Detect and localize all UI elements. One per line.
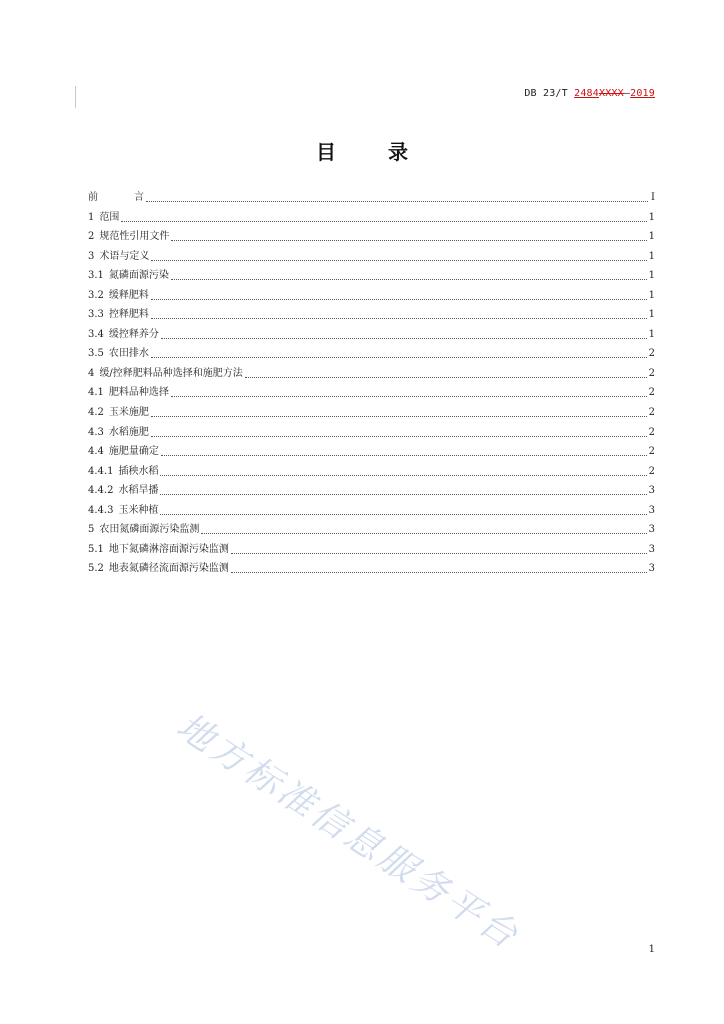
toc-entry[interactable] [88, 540, 655, 560]
toc-entry-title: 玉米施肥 [108, 407, 149, 419]
toc-entry-number: 3.1 [88, 270, 104, 282]
toc-entry[interactable] [88, 188, 655, 208]
toc-entry-number: 3.3 [88, 309, 104, 321]
toc-entry[interactable] [88, 520, 655, 540]
toc-dot-leader [171, 230, 646, 241]
title-part-1: 目 [316, 140, 336, 164]
toc-entry-page: 2 [648, 367, 655, 379]
toc-dot-leader [151, 347, 647, 358]
toc-entry[interactable] [88, 383, 655, 403]
toc-dot-leader [151, 289, 647, 300]
header-dash: — [623, 88, 631, 99]
toc-entry-title: 施肥量确定 [108, 446, 159, 458]
toc-entry-title: 言 [134, 192, 144, 203]
toc-entry-page: 1 [648, 270, 655, 282]
toc-entry[interactable] [88, 247, 655, 267]
toc-entry-page: 3 [648, 524, 655, 536]
toc-dot-leader [160, 484, 646, 495]
toc-dot-leader [171, 269, 647, 280]
toc-dot-leader [171, 386, 647, 397]
toc-entry-number: 3.5 [88, 348, 104, 360]
page-number: 1 [648, 944, 655, 955]
toc-entry[interactable] [88, 501, 655, 521]
toc-entry[interactable] [88, 325, 655, 345]
toc-entry-page: 1 [648, 211, 655, 223]
toc-entry-title: 玉米种植 [118, 504, 159, 516]
toc-entry-title: 术语与定义 [99, 250, 150, 262]
toc-entry-title: 缓控释养分 [108, 328, 159, 340]
toc-entry-page: 1 [648, 289, 655, 301]
toc-entry-title: 缓/控释肥料品种选择和施肥方法 [99, 367, 243, 379]
toc-entry-title: 控释肥料 [108, 309, 149, 321]
toc-entry-title: 水稻施肥 [108, 426, 149, 438]
toc-dot-leader [151, 406, 647, 417]
toc-entry-title: 范围 [99, 211, 120, 223]
toc-dot-leader [231, 562, 647, 573]
toc-entry[interactable] [88, 559, 655, 579]
toc-entry-title: 地下氮磷淋溶面源污染监测 [108, 543, 229, 555]
toc-entry-title: 水稻旱播 [118, 485, 159, 497]
toc-entry-page: 2 [648, 387, 655, 399]
toc-entry[interactable] [88, 403, 655, 423]
toc-entry-number: 5 [88, 524, 95, 536]
toc-entry-page: I [651, 192, 655, 203]
toc-entry[interactable] [88, 227, 655, 247]
toc-entry-title: 地表氮磷径流面源污染监测 [108, 563, 229, 575]
toc-dot-leader [160, 504, 646, 515]
toc-entry-number: 4.4 [88, 446, 104, 458]
toc-entry[interactable] [88, 462, 655, 482]
toc-dot-leader [146, 191, 648, 202]
toc-entry-title: 插秧水稻 [118, 465, 159, 477]
toc-dot-leader [121, 211, 646, 222]
toc-entry[interactable] [88, 481, 655, 501]
toc-entry-number: 3 [88, 250, 95, 262]
toc-entry-title: 农田排水 [108, 348, 149, 360]
toc-entry-page: 1 [648, 309, 655, 321]
toc-dot-leader [151, 250, 646, 261]
toc-entry-title: 缓释肥料 [108, 289, 149, 301]
toc-entry-number: 4 [88, 367, 95, 379]
toc-entry-number: 2 [88, 231, 95, 243]
toc-dot-leader [201, 523, 646, 534]
toc-entry-number: 4.3 [88, 426, 104, 438]
toc-entry-page: 2 [648, 446, 655, 458]
toc-dot-leader [161, 445, 647, 456]
toc-dot-leader [231, 543, 647, 554]
toc-dot-leader [151, 308, 647, 319]
toc-dot-leader [160, 465, 646, 476]
toc-entry-number: 4.1 [88, 387, 104, 399]
toc-entry-number: 3.4 [88, 328, 104, 340]
toc-entry-number: 5.2 [88, 563, 104, 575]
toc-entry-number: 5.1 [88, 543, 104, 555]
toc-entry-page: 2 [648, 348, 655, 360]
toc-entry[interactable] [88, 286, 655, 306]
header-year: 2019 [630, 88, 655, 99]
toc-entry-title: 氮磷面源污染 [108, 270, 169, 282]
header-deleted-text: XXXX [598, 88, 624, 99]
toc-entry[interactable] [88, 344, 655, 364]
toc-entry-page: 2 [648, 465, 655, 477]
toc-dot-leader [161, 328, 647, 339]
toc-entry-page: 3 [648, 543, 655, 555]
title-part-2: 录 [388, 140, 408, 164]
toc-entry-number: 前 [88, 192, 98, 203]
toc-entry[interactable] [88, 423, 655, 443]
toc-entry-page: 1 [648, 250, 655, 262]
toc-entry-page: 3 [648, 563, 655, 575]
toc-entry-page: 3 [648, 485, 655, 497]
toc-entry[interactable] [88, 305, 655, 325]
watermark: 地方标准信息服务平台 [169, 705, 528, 959]
toc-entry-number: 4.4.1 [88, 465, 114, 477]
toc-entry-number: 3.2 [88, 289, 104, 301]
toc-dot-leader [151, 426, 647, 437]
page-corner-mark [75, 86, 76, 108]
toc-entry-title: 肥料品种选择 [108, 387, 169, 399]
toc-entry-number: 1 [88, 211, 95, 223]
table-of-contents [88, 188, 655, 579]
toc-entry-number: 4.4.2 [88, 485, 114, 497]
header-new-number: 2484 [574, 88, 599, 99]
toc-entry-page: 2 [648, 407, 655, 419]
toc-entry[interactable] [88, 364, 655, 384]
toc-entry-number: 4.2 [88, 407, 104, 419]
document-code-header [524, 88, 655, 99]
header-prefix: DB 23/T [524, 88, 575, 99]
toc-entry[interactable] [88, 266, 655, 286]
toc-entry-page: 1 [648, 231, 655, 243]
toc-entry-number: 4.4.3 [88, 504, 114, 516]
toc-entry[interactable] [88, 208, 655, 228]
toc-entry-title: 农田氮磷面源污染监测 [99, 524, 200, 536]
toc-entry-page: 2 [648, 426, 655, 438]
toc-entry-page: 1 [648, 328, 655, 340]
toc-entry-page: 3 [648, 504, 655, 516]
toc-entry[interactable] [88, 442, 655, 462]
toc-entry-title: 规范性引用文件 [99, 231, 170, 243]
toc-dot-leader [245, 367, 647, 378]
page-title [0, 136, 724, 165]
